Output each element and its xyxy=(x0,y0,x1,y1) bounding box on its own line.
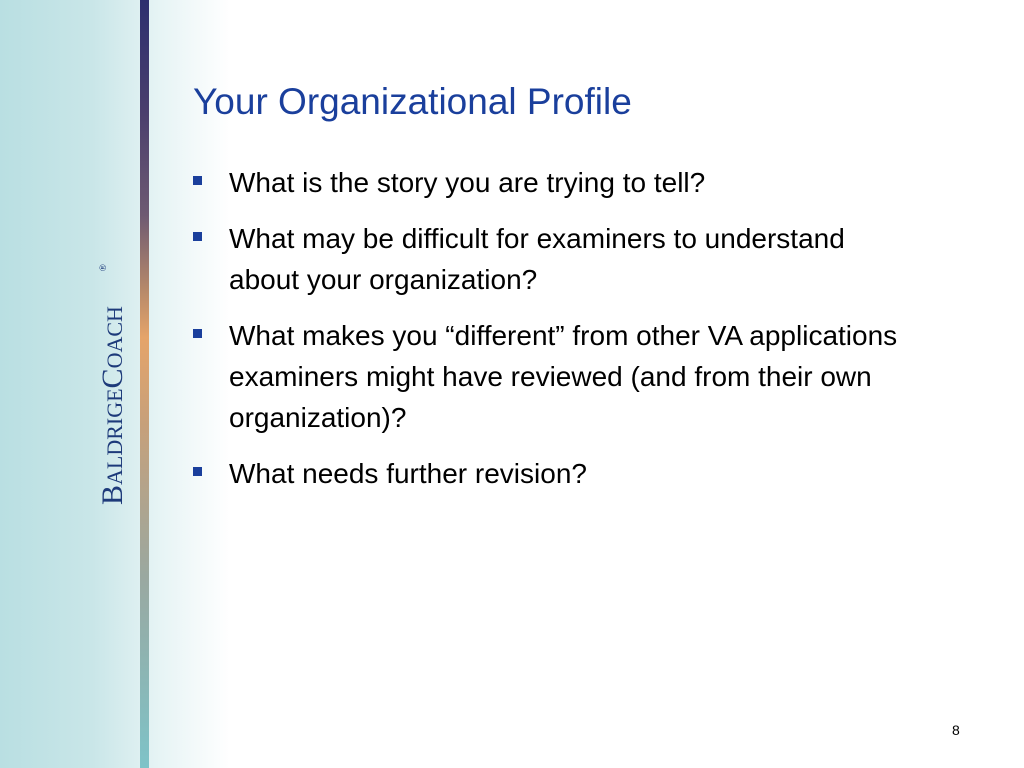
accent-stripe xyxy=(140,0,149,768)
bullet-item xyxy=(193,453,953,494)
bullet-list xyxy=(193,162,953,509)
bullet-item xyxy=(193,315,953,438)
logo-graphic xyxy=(92,260,132,510)
logo-registered-mark: ® xyxy=(98,264,108,271)
page-number: 8 xyxy=(952,722,960,738)
square-bullet-icon xyxy=(193,329,202,338)
bullet-item xyxy=(193,162,953,203)
bullet-text: What is the story you are trying to tell? xyxy=(229,167,706,198)
square-bullet-icon xyxy=(193,176,202,185)
slide-title: Your Organizational Profile xyxy=(193,81,632,122)
bullet-text: What needs further revision? xyxy=(229,458,587,489)
logo-wordmark: BALDRIGECOACH xyxy=(96,306,129,505)
bullet-text: What may be difficult for examiners to understand about your organization? xyxy=(229,223,845,295)
square-bullet-icon xyxy=(193,467,202,476)
square-bullet-icon xyxy=(193,232,202,241)
bullet-text: What makes you “different” from other VA applications examiners might have reviewed (and from their own organization)? xyxy=(229,320,898,433)
bullet-item xyxy=(193,218,953,300)
baldrige-coach-logo xyxy=(92,260,132,510)
